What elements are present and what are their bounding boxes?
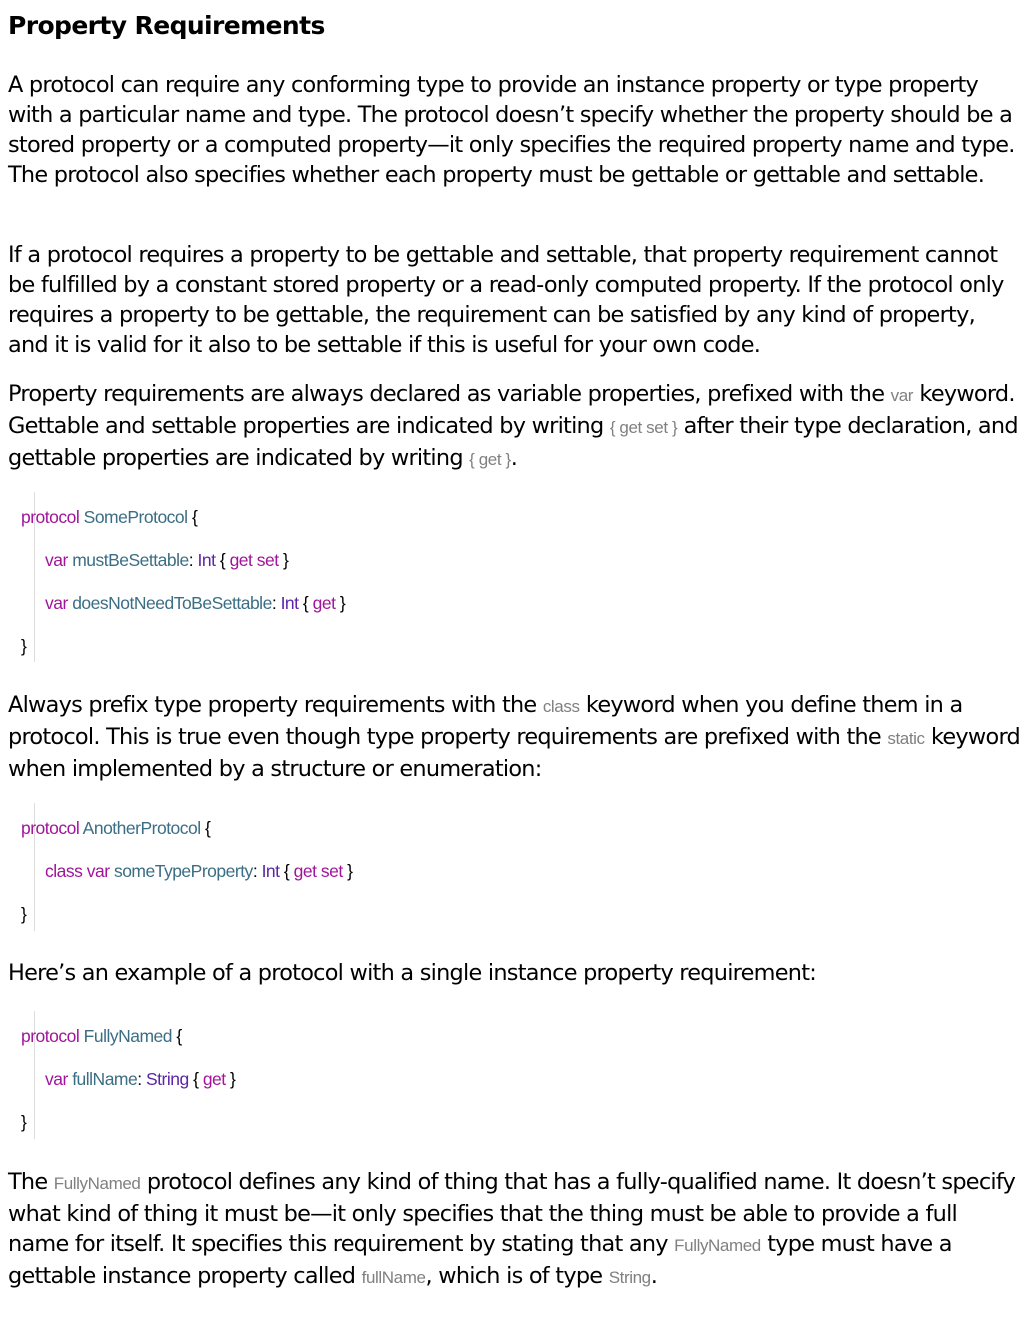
type-name: SomeProtocol [83,507,188,527]
keyword: protocol [21,1026,80,1046]
keyword: var [86,861,110,881]
punctuation: } [21,904,27,924]
punctuation: } [21,636,27,656]
inline-code-static: static [887,729,925,749]
inline-code-string: String [608,1268,651,1288]
section-title: Property Requirements [8,11,325,40]
paragraph-declaration [8,379,1020,475]
paragraph-fully-named [8,1167,1020,1293]
text: after their type declaration, and gettable properties are indicated by writing [8,413,1018,472]
accessor: get set [229,550,279,570]
punctuation: { [193,1069,199,1089]
punctuation: } [339,593,346,613]
accessor: get set [293,861,343,881]
code-block-fully-named [21,1011,835,1139]
punctuation: } [21,1112,27,1132]
paragraph-intro: A protocol can require any conforming type to provide an instance property or type property with a particular name and type. The protocol doesn’t specify whether the property should be a stored property or a computed property—it only specifies the required property name and type. The protocol also specifies whether each property must be gettable or gettable and settable. [8,72,1015,189]
code-line [45,591,345,615]
punctuation: { [302,593,309,613]
text: , which is of type [425,1263,609,1290]
keyword: var [45,550,68,570]
type-name: AnotherProtocol [82,818,201,838]
punctuation: : [137,1069,142,1089]
punctuation: { [191,507,198,527]
code-line [21,1024,182,1048]
inline-code-class: class [542,697,580,716]
code-line [21,1110,26,1134]
accessor: get [312,593,336,613]
punctuation: } [347,861,353,881]
type: Int [261,861,280,881]
text: . [510,445,518,472]
keyword: protocol [21,507,80,527]
paragraph-example-intro: Here’s an example of a protocol with a single instance property requirement: [8,960,817,986]
inline-code-get-set: { get set } [609,418,678,438]
punctuation: { [176,1026,182,1046]
code-line [21,902,26,926]
keyword: var [45,593,68,613]
type: String [146,1069,189,1089]
code-block-another-protocol [21,803,835,931]
punctuation: : [271,593,277,613]
code-line [21,505,197,529]
text: Always prefix type property requirements with the [8,692,543,718]
punctuation: { [205,818,211,838]
identifier: someTypeProperty [113,861,253,881]
type: Int [197,550,216,570]
identifier: mustBeSettable [72,550,189,570]
text: keyword when implemented by a structure or enumeration: [8,724,1020,783]
identifier: doesNotNeedToBeSettable [72,593,272,613]
keyword: protocol [21,818,80,838]
text: keyword. Gettable and settable properties are indicated by writing [8,381,1015,440]
paragraph-gettable-settable: If a protocol requires a property to be gettable and settable, that property requirement cannot be fulfilled by a constant stored property or a read-only computed property. If the protocol only requires a property to be gettable, the requirement can be satisfied by any kind of property, and it is valid for it also to be settable if this is useful for your own code. [8,242,1004,359]
punctuation: : [188,550,194,570]
text: . [650,1263,658,1290]
text: type must have a gettable instance property called [8,1231,952,1290]
text: The [8,1169,54,1195]
keyword: class [45,861,83,881]
inline-code-fullynamed: FullyNamed [53,1174,141,1193]
text: Property requirements are always declared as variable properties, prefixed with the [8,381,891,407]
accessor: get [202,1069,226,1089]
punctuation: { [283,861,290,881]
text: keyword when you define them in a protocol. This is true even though type property requirements are prefixed with the [8,692,963,751]
inline-code-var: var [890,386,914,405]
punctuation: } [230,1069,236,1089]
punctuation: : [252,861,258,881]
code-line [45,859,352,883]
paragraph-type-property [8,690,1020,784]
inline-code-get: { get } [469,450,511,470]
code-line [21,816,210,840]
code-line [45,1067,235,1091]
identifier: fullName [72,1069,138,1089]
text: protocol defines any kind of thing that has a fully-qualified name. It doesn’t specify what kind of thing it must be—it only specifies that the thing must be able to provide a full name for itself. It specifies this requirement by stating that any [8,1169,1016,1258]
code-line [21,634,26,658]
type: Int [280,593,299,613]
keyword: var [45,1069,68,1089]
punctuation: { [219,550,226,570]
inline-code-fullname: fullName [361,1268,426,1288]
code-block-some-protocol [21,492,835,662]
type-name: FullyNamed [83,1026,173,1046]
punctuation: } [282,550,289,570]
code-line [45,548,288,572]
inline-code-fullynamed: FullyNamed [674,1236,761,1256]
